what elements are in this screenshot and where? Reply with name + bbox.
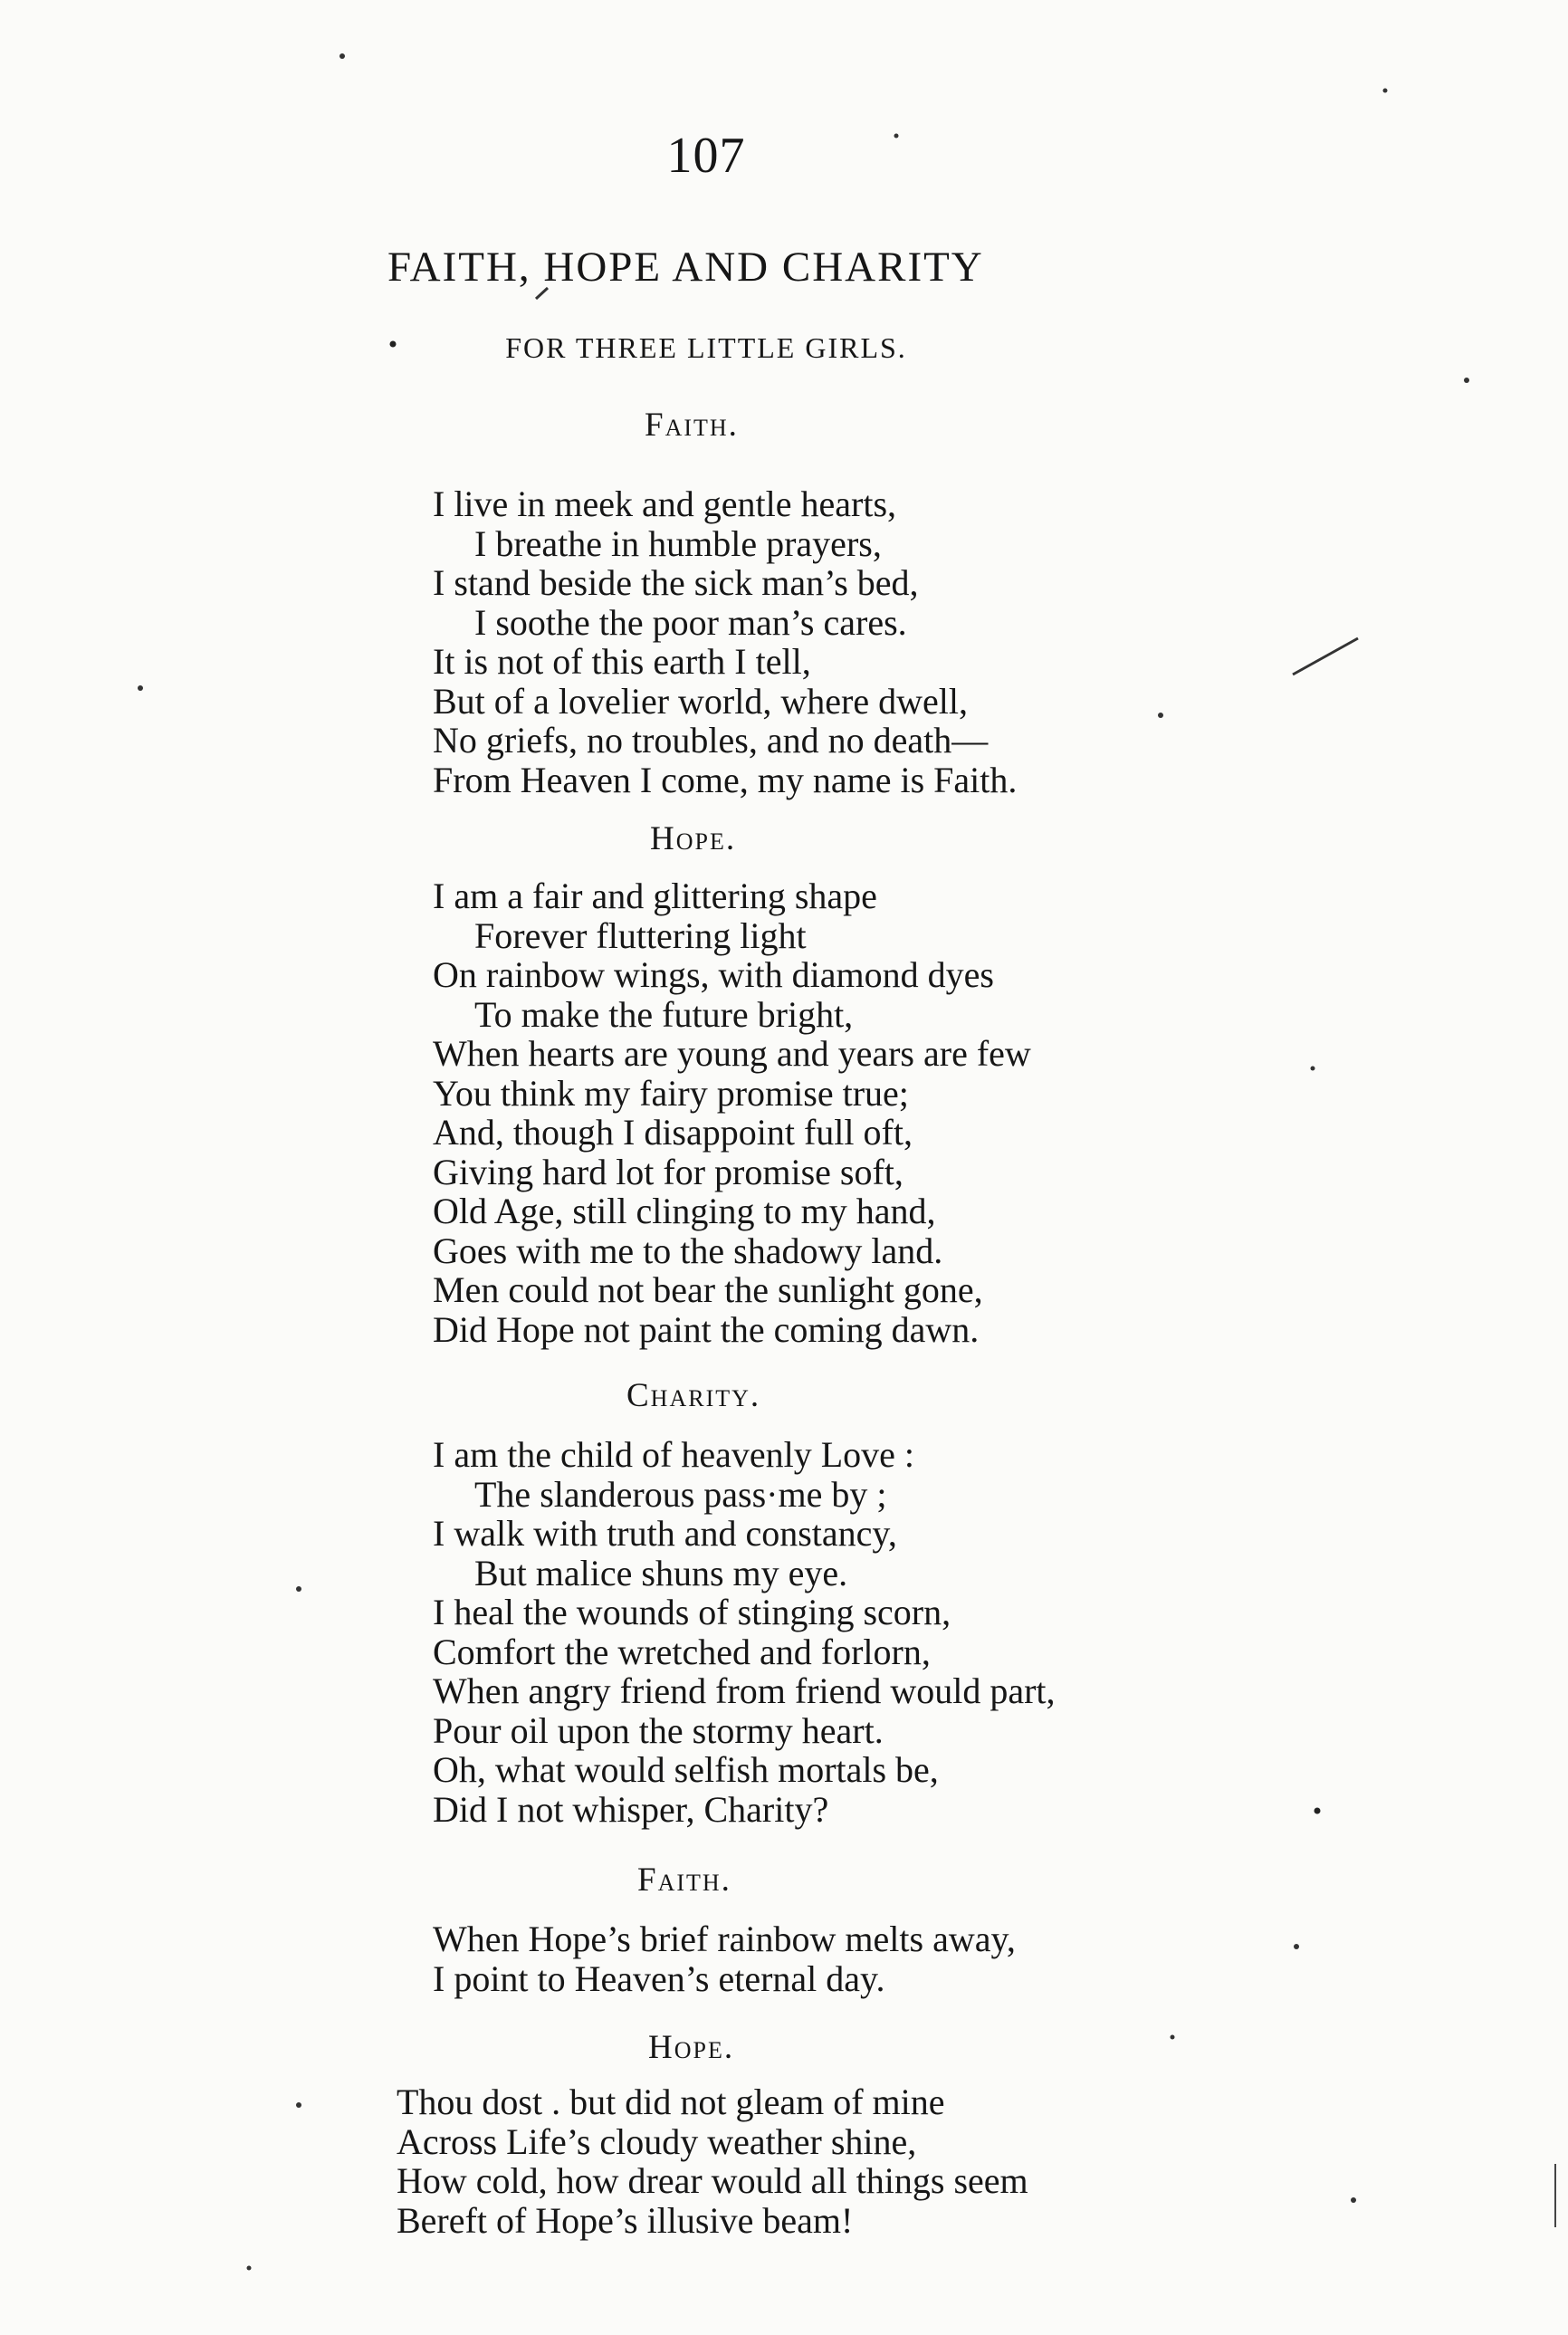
verse-line: I live in meek and gentle hearts, bbox=[433, 483, 897, 524]
verse-line: The slanderous pass·me by ; bbox=[474, 1473, 887, 1515]
verse-line: I heal the wounds of stinging scorn, bbox=[433, 1592, 951, 1632]
verse-line: I point to Heaven’s eternal day. bbox=[433, 1957, 885, 1999]
verse-line: How cold, how drear would all things seem bbox=[397, 2160, 1028, 2201]
verse-line: I am the child of heavenly Love : bbox=[433, 1434, 915, 1475]
poem-title: FAITH, HOPE AND CHARITY bbox=[387, 244, 984, 291]
speaker-heading: Faith. bbox=[637, 1861, 731, 1899]
verse-line: Across Life’s cloudy weather shine, bbox=[397, 2120, 917, 2162]
verse-line: I soothe the poor man’s cares. bbox=[474, 601, 907, 643]
verse-line: Did I not whisper, Charity? bbox=[433, 1788, 829, 1830]
poem-subtitle: FOR THREE LITTLE GIRLS. bbox=[505, 331, 907, 364]
verse-line: No griefs, no troubles, and no death— bbox=[433, 720, 989, 761]
verse-line: I stand beside the sick man’s bed, bbox=[433, 562, 919, 603]
verse-line: But malice shuns my eye. bbox=[474, 1552, 848, 1593]
verse-line: To make the future bright, bbox=[474, 993, 854, 1035]
verse-line: I walk with truth and constancy, bbox=[433, 1513, 897, 1554]
verse-line: Pour oil upon the stormy heart. bbox=[433, 1709, 884, 1751]
verse-line: On rainbow wings, with diamond dyes bbox=[433, 954, 994, 995]
verse-line: I am a fair and glittering shape bbox=[433, 876, 877, 916]
verse-line: I breathe in humble prayers, bbox=[474, 522, 882, 564]
verse-line: You think my fairy promise true; bbox=[433, 1072, 909, 1114]
speaker-heading: Charity. bbox=[626, 1377, 761, 1414]
page-number: 107 bbox=[666, 128, 746, 184]
verse-line: Goes with me to the shadowy land. bbox=[433, 1230, 943, 1271]
verse-line: When hearts are young and years are few bbox=[433, 1033, 1031, 1074]
speaker-heading: Hope. bbox=[650, 820, 737, 857]
verse-line: Bereft of Hope’s illusive beam! bbox=[397, 2199, 854, 2241]
verse-line: When angry friend from friend would part, bbox=[433, 1670, 1056, 1711]
verse-line: From Heaven I come, my name is Faith. bbox=[433, 759, 1018, 800]
verse-line: Oh, what would selfish mortals be, bbox=[433, 1749, 939, 1790]
verse-line: Did Hope not paint the coming dawn. bbox=[433, 1308, 980, 1350]
verse-line: When Hope’s brief rainbow melts away, bbox=[433, 1919, 1016, 1959]
speaker-heading: Hope. bbox=[648, 2029, 735, 2066]
verse-line: Thou dost . but did not gleam of mine bbox=[397, 2081, 945, 2122]
verse-line: Old Age, still clinging to my hand, bbox=[433, 1191, 936, 1231]
verse-line: Men could not bear the sunlight gone, bbox=[433, 1269, 983, 1310]
speaker-heading: Faith. bbox=[645, 407, 739, 444]
verse-line: Comfort the wretched and forlorn, bbox=[433, 1631, 931, 1672]
verse-line: But of a lovelier world, where dwell, bbox=[433, 680, 968, 722]
verse-line: Forever fluttering light bbox=[474, 914, 807, 956]
verse-line: And, though I disappoint full oft, bbox=[433, 1112, 913, 1153]
verse-line: Giving hard lot for promise soft, bbox=[433, 1151, 904, 1192]
verse-line: It is not of this earth I tell, bbox=[433, 641, 811, 682]
